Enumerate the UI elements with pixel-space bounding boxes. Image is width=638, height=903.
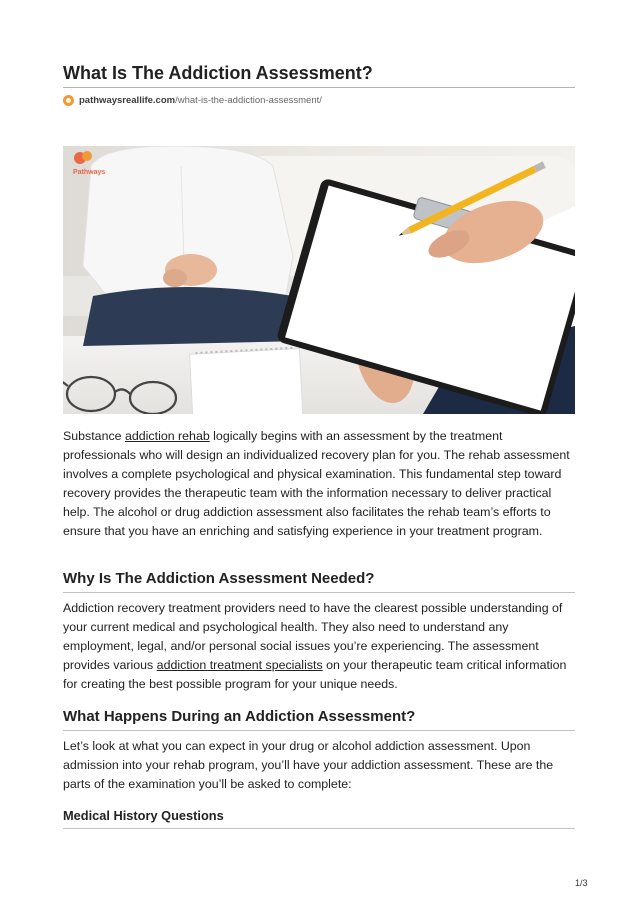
site-logo-icon bbox=[63, 95, 74, 106]
subheading-medical-history: Medical History Questions bbox=[63, 808, 224, 823]
source-line[interactable] bbox=[63, 93, 322, 107]
what-happens-paragraph: Let’s look at what you can expect in your drug or alcohol addiction assessment. Upon admission into your rehab program, you’ll have your addiction assessment. These are the parts of the examination you’ll be asked to complete: bbox=[63, 739, 554, 791]
page-title: What Is The Addiction Assessment? bbox=[63, 63, 373, 83]
intro-paragraph bbox=[63, 427, 575, 541]
section-heading-what-happens: What Happens During an Addiction Assessment? bbox=[63, 708, 416, 725]
why-text-start: Addiction recovery treatment providers need to have the clearest possible understanding of your current medical and psychological health. They also need to understand any employment, legal, and/or personal social issues you’re experiencing. The assessment provides various bbox=[63, 601, 563, 672]
source-path[interactable]: /what-is-the-addiction-assessment/ bbox=[175, 94, 322, 106]
section-divider bbox=[63, 592, 575, 593]
title-divider bbox=[63, 87, 575, 88]
hero-illustration bbox=[63, 146, 575, 414]
subheading-divider bbox=[63, 828, 575, 829]
intro-text-start: Substance bbox=[63, 429, 125, 443]
section-heading-why: Why Is The Addiction Assessment Needed? bbox=[63, 570, 375, 587]
intro-text-end: logically begins with an assessment by the treatment professionals who will design an individualized recovery plan for you. The rehab assessment involves a complete psychological and physical examination. This fundamental step toward recovery provides the therapeutic team with the information necessary to deliver practical help. The alcohol or drug addiction assessment also facilitates the rehab team’s efforts to ensure that you have an enriching and satisfying experience in your treatment program. bbox=[63, 429, 570, 538]
source-domain[interactable]: pathwaysreallife.com bbox=[79, 94, 176, 106]
addiction-treatment-specialists-link[interactable]: addiction treatment specialists bbox=[156, 658, 323, 672]
addiction-rehab-link[interactable]: addiction rehab bbox=[125, 429, 210, 443]
hero-image bbox=[63, 146, 575, 414]
section-divider bbox=[63, 730, 575, 731]
hero-logo-text: Pathways bbox=[73, 169, 106, 176]
why-paragraph bbox=[63, 599, 575, 694]
why-text-end: on your therapeutic team critical information for creating the best possible program for your unique needs. bbox=[63, 658, 567, 691]
page-number: 1/3 bbox=[575, 878, 588, 888]
